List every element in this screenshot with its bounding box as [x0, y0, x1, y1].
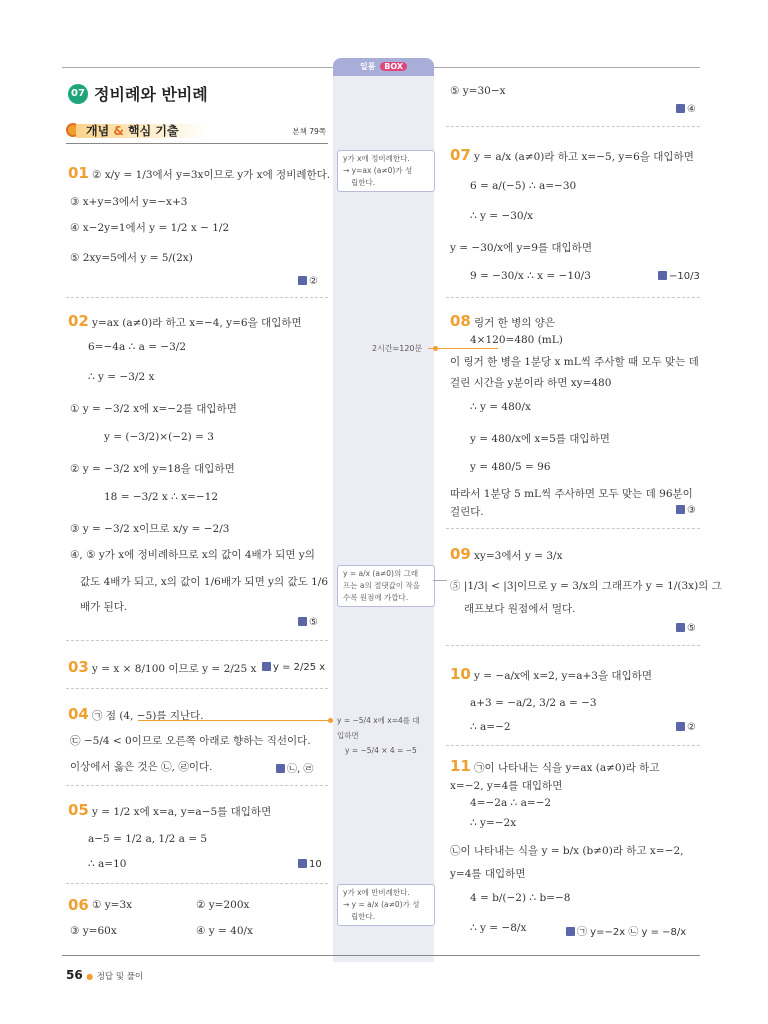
- p09-answer: [676, 623, 696, 634]
- p02-line7: 18 = −3/2 x ∴ x=−12: [104, 491, 219, 503]
- p11-line7: 4 = b/(−2) ∴ b=−8: [470, 892, 571, 904]
- p11-line3: 4=−2a ∴ a=−2: [470, 797, 552, 809]
- p04-answer-value: ㉡, ㉣: [287, 764, 314, 775]
- concept-header: [66, 120, 326, 142]
- p08-line1: 링거 한 병의 양은: [474, 317, 556, 329]
- answer-icon: [676, 505, 685, 514]
- p07-answer: [658, 271, 700, 282]
- p09-line2: ⑤ |1/3| < |3|이므로 y = 3/x의 그래프가 y = 1/(3x)의 그: [450, 580, 722, 592]
- p08-line4: 걸린 시간을 y분이라 하면 xy=480: [450, 377, 612, 389]
- p04-connector: [138, 720, 330, 721]
- p08-line3: 이 링거 한 병을 1분당 x mL씩 주사할 때 모두 맞는 데: [450, 356, 699, 368]
- concept-part2: 핵심 기출: [128, 124, 179, 138]
- p02-line2: 6=−4a ∴ a = −3/2: [88, 341, 187, 353]
- p02-line6: ② y = −3/2 x에 y=18을 대입하면: [70, 463, 235, 475]
- p01-line2: ③ x+y=3에서 y=−x+3: [70, 196, 188, 208]
- p02-line5: y = (−3/2)×(−2) = 3: [104, 431, 214, 443]
- p03-answer: [262, 662, 325, 673]
- p05-answer-value: 10: [309, 859, 322, 870]
- memo5-line3: 립한다.: [351, 912, 376, 921]
- answer-icon: [676, 623, 685, 632]
- p08-line7: y = 480/5 = 96: [470, 461, 551, 473]
- right-top-line: ⑤ y=30−x: [450, 85, 506, 97]
- connector-dot: [328, 718, 333, 723]
- answer-icon: [298, 276, 307, 285]
- memo-time-connector: [428, 348, 498, 349]
- p10-answer: [676, 722, 696, 733]
- answer-icon: [298, 859, 307, 868]
- memo-inverse-graph: [337, 565, 435, 607]
- p02-answer: [298, 617, 318, 628]
- p01-line3: ④ x−2y=1에서 y = 1/2 x − 1/2: [70, 222, 230, 234]
- p07-line5: 9 = −30/x ∴ x = −10/3: [470, 270, 591, 282]
- memo3-line1: y = a/x (a≠0)의 그래: [343, 569, 419, 578]
- p02-line1: y=ax (a≠0)라 하고 x=−4, y=6을 대입하면: [92, 317, 302, 329]
- p11-answer-value: ㉠ y=−2x ㉡ y = −8/x: [577, 927, 687, 938]
- box-tab: [333, 58, 434, 76]
- answer-icon: [276, 764, 285, 773]
- p09-answer-value: ⑤: [687, 623, 696, 634]
- footer-label: 정답 및 풀이: [96, 972, 144, 982]
- concept-rule: [66, 143, 328, 144]
- p04-line3: 이상에서 옳은 것은 ㉡, ㉣이다.: [70, 761, 213, 773]
- section-title: 정비례와 반비례: [94, 85, 208, 104]
- problem-07-number: 07: [450, 146, 471, 164]
- problem-08-number: 08: [450, 312, 471, 330]
- problem-04-number: 04: [68, 705, 89, 723]
- section-number: 07: [71, 88, 85, 99]
- memo3-connector: [433, 580, 447, 581]
- memo-time: 2시간=120분: [372, 344, 423, 353]
- p11-line2: x=−2, y=4를 대입하면: [450, 780, 563, 792]
- answer-icon: [262, 662, 271, 671]
- center-column-bg: [333, 62, 434, 962]
- p11-line4: ∴ y=−2x: [470, 817, 517, 829]
- concept-amp: &: [113, 124, 124, 138]
- divider: [446, 297, 700, 298]
- p10-answer-value: ②: [687, 722, 696, 733]
- divider: [446, 745, 700, 746]
- p04-line2: ㉢ −5/4 < 0이므로 오른쪽 아래로 향하는 직선이다.: [70, 735, 311, 747]
- memo-substitution: [337, 713, 432, 758]
- p11-answer: [566, 923, 686, 938]
- right-top-answer: [676, 104, 696, 115]
- problem-11-number: 11: [450, 757, 471, 775]
- p02-line10: 값도 4배가 되고, x의 값이 1/6배가 되면 y의 값도 1/6: [80, 576, 328, 588]
- p04-answer: [276, 760, 313, 775]
- memo4-line2: 입하면: [337, 731, 359, 740]
- answer-icon: [676, 104, 685, 113]
- memo-inverse-proportion: [337, 884, 435, 926]
- p07-line4: y = −30/x에 y=9를 대입하면: [450, 242, 592, 254]
- page-number: 56: [66, 968, 83, 982]
- problem-06-number: 06: [68, 896, 89, 914]
- p02-line3: ∴ y = −3/2 x: [88, 371, 155, 383]
- p07-line3: ∴ y = −30/x: [470, 210, 534, 222]
- footer: [66, 968, 143, 982]
- divider: [66, 883, 328, 884]
- problem-09-number: 09: [450, 545, 471, 563]
- p05-line1: y = 1/2 x에 x=a, y=a−5를 대입하면: [92, 806, 272, 818]
- box-tab-label: 일품: [359, 62, 376, 71]
- p07-line1: y = a/x (a≠0)라 하고 x=−5, y=6을 대입하면: [474, 151, 694, 163]
- p03-answer-value: y = 2/25 x: [273, 662, 326, 673]
- p02-line11: 배가 된다.: [80, 601, 128, 613]
- memo-direct-proportion: [337, 150, 435, 192]
- p06-choice2: ② y=200x: [196, 899, 250, 911]
- p01-answer: [298, 276, 318, 287]
- p02-answer-value: ⑤: [309, 617, 318, 628]
- footer-bullet: ●: [86, 972, 94, 981]
- p01-line1: ② x/y = 1/3에서 y=3x이므로 y가 x에 정비례한다.: [92, 169, 331, 181]
- p08-answer-value: ③: [687, 505, 696, 516]
- p06-choice1: ① y=3x: [92, 899, 133, 911]
- answer-icon: [676, 722, 685, 731]
- p05-line2: a−5 = 1/2 a, 1/2 a = 5: [88, 833, 208, 845]
- p01-answer-value: ②: [309, 276, 318, 287]
- divider: [66, 297, 328, 298]
- memo1-line1: y가 x에 정비례한다.: [343, 154, 410, 163]
- p05-line3: ∴ a=10: [88, 858, 127, 870]
- problem-10-number: 10: [450, 665, 471, 683]
- concept-ref: 본책 79쪽: [292, 127, 326, 136]
- divider: [446, 126, 700, 127]
- p09-line3: 래프보다 원점에서 멀다.: [464, 603, 576, 615]
- p07-answer-value: −10/3: [669, 271, 700, 282]
- section-badge: [68, 84, 88, 104]
- problem-03-number: 03: [68, 658, 89, 676]
- memo1-line3: 립한다.: [351, 178, 376, 187]
- p11-line5: ㉡이 나타내는 식을 y = b/x (b≠0)라 하고 x=−2,: [450, 845, 684, 857]
- memo1-line2: → y=ax (a≠0)가 성: [343, 166, 413, 175]
- answer-icon: [658, 271, 667, 280]
- memo5-line1: y가 x에 반비례한다.: [343, 888, 410, 897]
- connector-dot: [433, 346, 438, 351]
- p10-line3: ∴ a=−2: [470, 721, 511, 733]
- p11-line6: y=4를 대입하면: [450, 868, 526, 880]
- p10-line1: y = −a/x에 x=2, y=a+3을 대입하면: [474, 670, 652, 682]
- divider: [446, 528, 700, 529]
- memo4-line3: y = −5/4 × 4 = −5: [345, 746, 417, 755]
- p08-answer: [676, 505, 696, 516]
- p04-line1: ㉠ 점 (4, −5)를 지난다.: [92, 710, 204, 722]
- p02-line8: ③ y = −3/2 x이므로 x/y = −2/3: [70, 523, 230, 535]
- p08-line9: 걸린다.: [450, 506, 484, 518]
- divider: [66, 785, 328, 786]
- p02-line9: ④, ⑤ y가 x에 정비례하므로 x의 값이 4배가 되면 y의: [70, 549, 315, 561]
- divider: [66, 688, 328, 689]
- problem-05-number: 05: [68, 801, 89, 819]
- right-top-answer-value: ④: [687, 104, 696, 115]
- p07-line2: 6 = a/(−5) ∴ a=−30: [470, 180, 577, 192]
- box-tab-badge: BOX: [380, 62, 407, 71]
- memo3-line2: 프는 a의 절댓값이 작을: [343, 581, 420, 590]
- memo3-line3: 수록 원점에 가깝다.: [343, 593, 409, 602]
- concept-part1: 개념: [86, 124, 110, 138]
- p08-line2: 4×120=480 (mL): [470, 334, 563, 346]
- p05-answer: [298, 859, 322, 870]
- p10-line2: a+3 = −a/2, 3/2 a = −3: [470, 697, 597, 709]
- p11-line8: ∴ y = −8/x: [470, 922, 527, 934]
- divider: [66, 640, 328, 641]
- answer-icon: [566, 927, 575, 936]
- memo4-line1: y = −5/4 x에 x=4를 대: [337, 716, 420, 725]
- p03-line1: y = x × 8/100 이므로 y = 2/25 x: [92, 663, 257, 675]
- answer-icon: [298, 617, 307, 626]
- p09-line1: xy=3에서 y = 3/x: [474, 550, 563, 562]
- p02-line4: ① y = −3/2 x에 x=−2를 대입하면: [70, 403, 237, 415]
- p06-choice3: ③ y=60x: [70, 925, 117, 937]
- problem-02-number: 02: [68, 312, 89, 330]
- p08-line6: y = 480/x에 x=5를 대입하면: [470, 433, 610, 445]
- p11-line1: ㉠이 나타내는 식을 y=ax (a≠0)라 하고: [474, 762, 660, 774]
- p01-line4: ⑤ 2xy=5에서 y = 5/(2x): [70, 252, 193, 264]
- footer-rule: [62, 955, 700, 956]
- divider: [446, 645, 700, 646]
- memo5-line2: → y = a/x (a≠0)가 성: [343, 900, 420, 909]
- p08-line8: 따라서 1분당 5 mL씩 주사하면 모두 맞는 데 96분이: [450, 488, 693, 500]
- p06-choice4: ④ y = 40/x: [196, 925, 253, 937]
- p08-line5: ∴ y = 480/x: [470, 401, 531, 413]
- problem-01-number: 01: [68, 164, 89, 182]
